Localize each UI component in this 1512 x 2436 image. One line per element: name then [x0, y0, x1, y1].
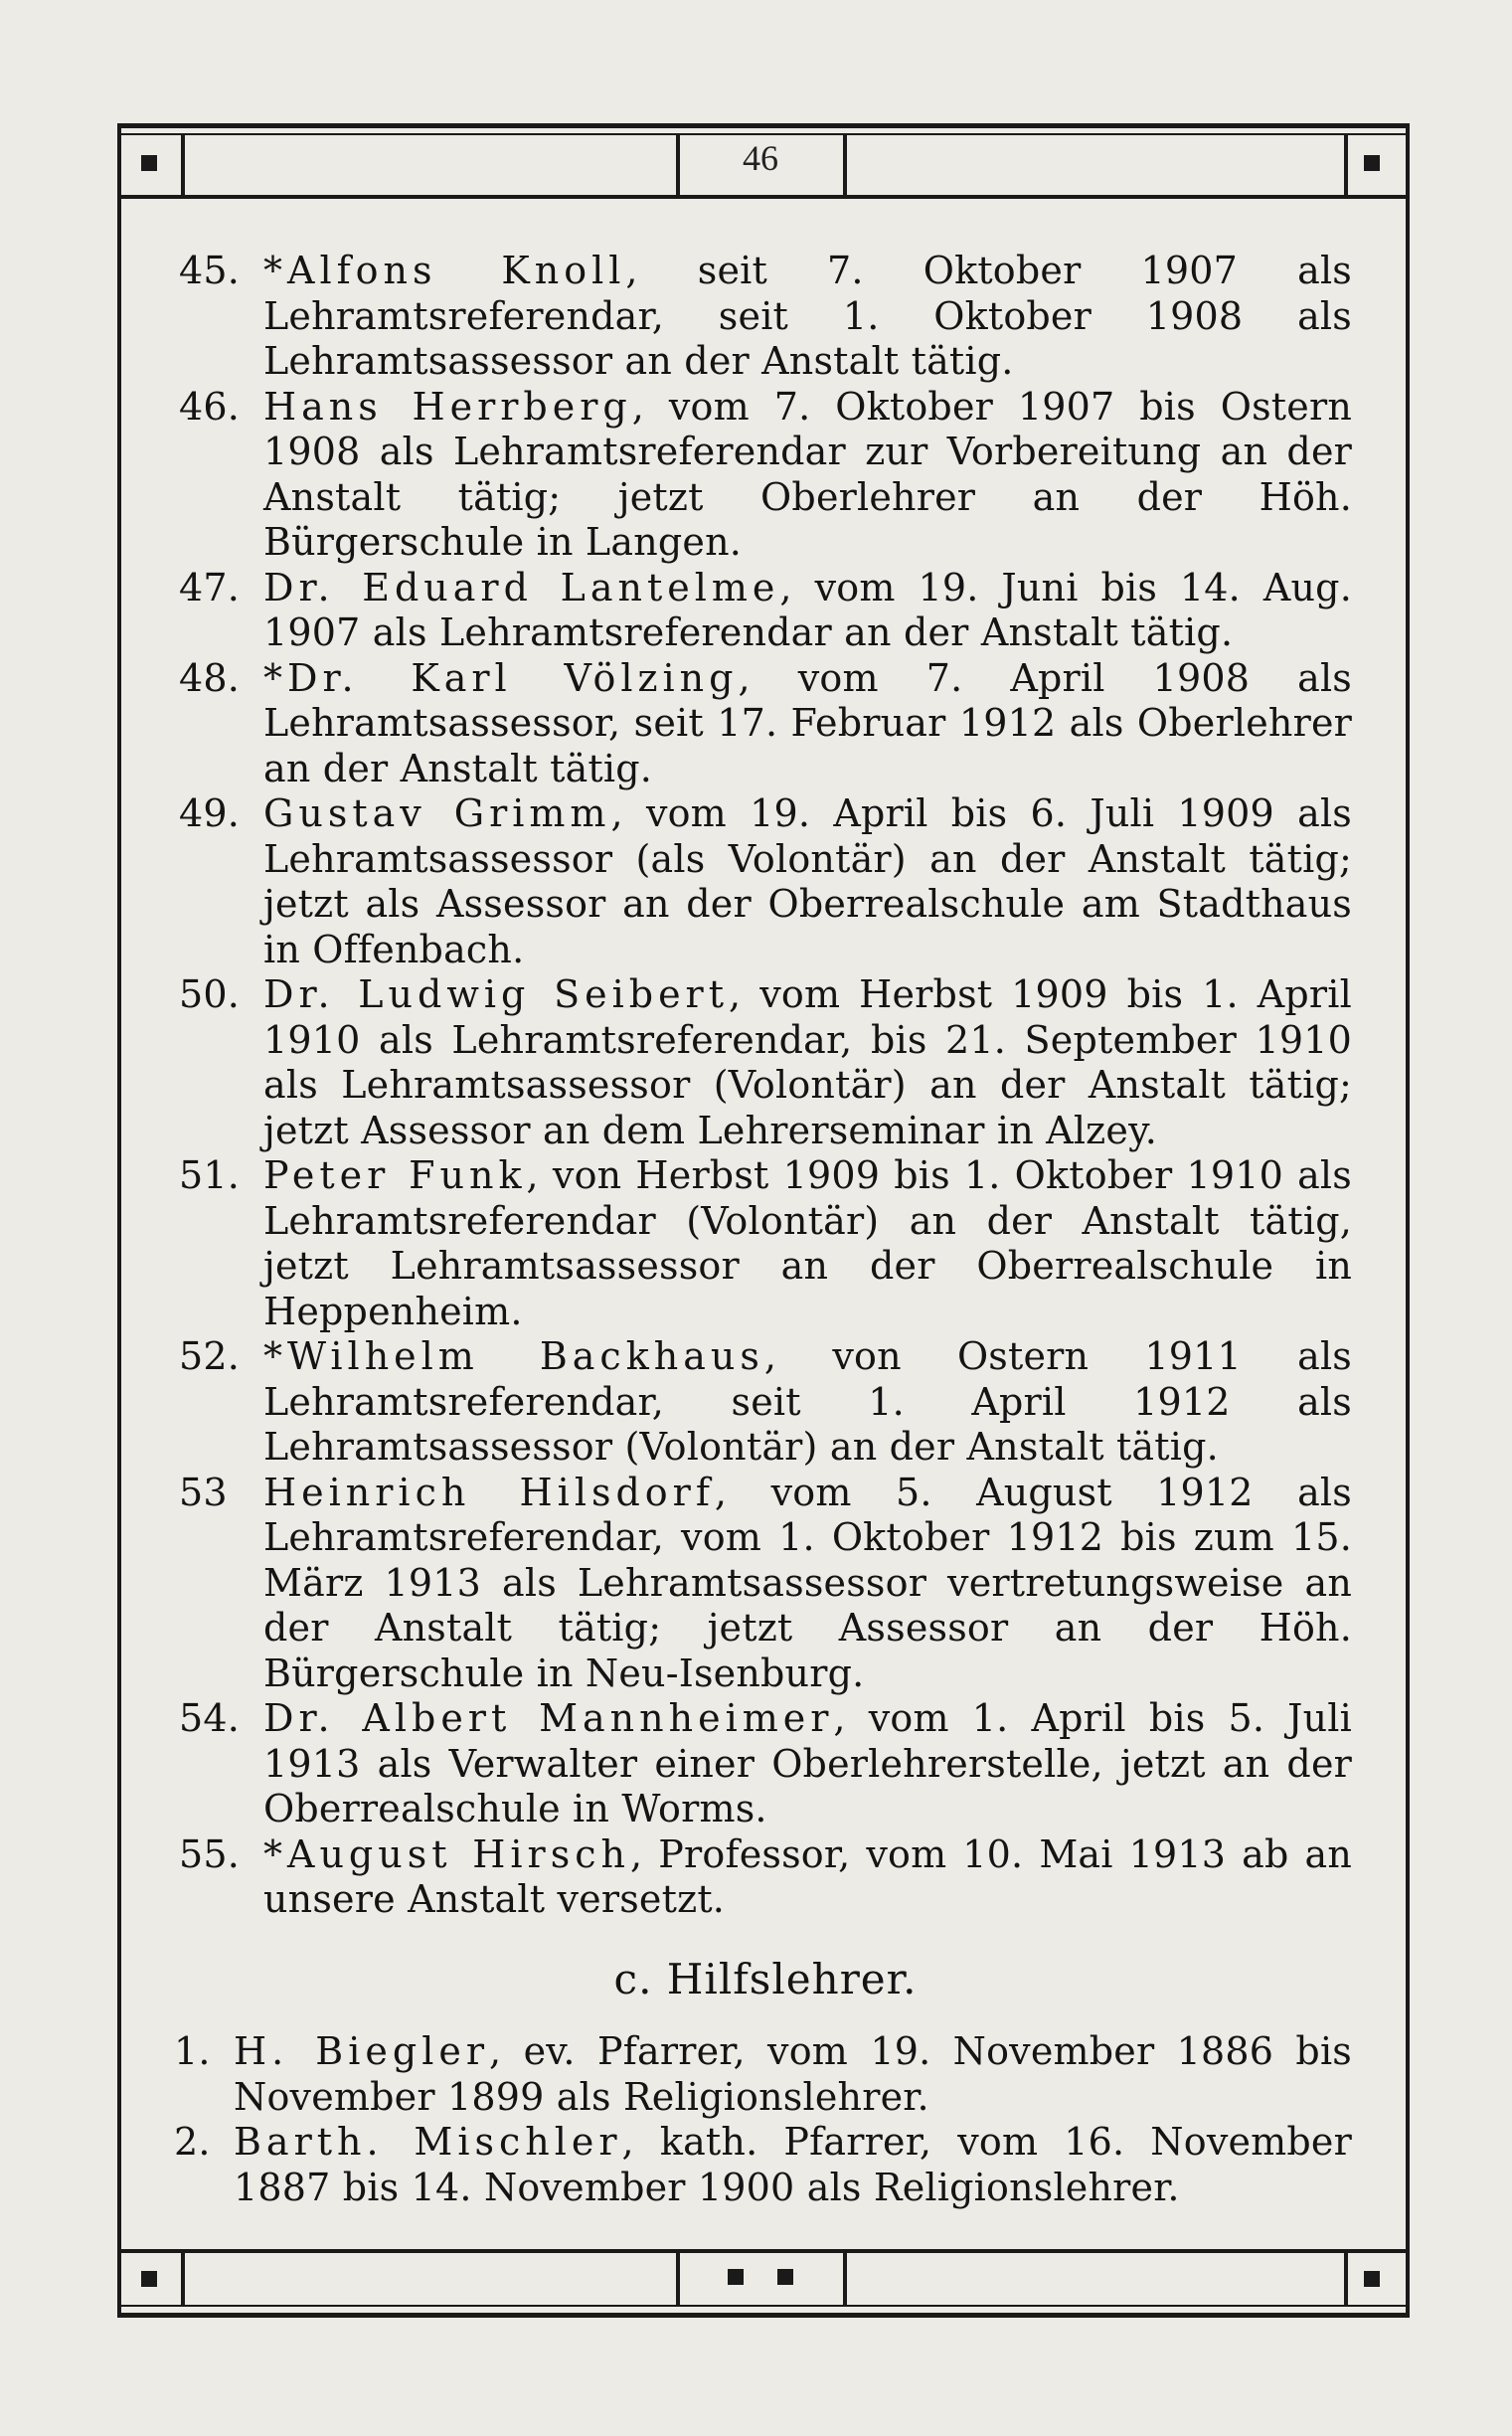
entry-name: Peter Funk [263, 1153, 527, 1197]
staff-entry-48 [179, 656, 1352, 792]
page-number: 46 [743, 138, 778, 178]
staff-entry-45 [179, 249, 1352, 385]
footer-rule [117, 2249, 1410, 2253]
entry-number: 2. [174, 2120, 211, 2164]
helper-entry-1 [174, 2029, 1352, 2120]
staff-entry-54 [179, 1696, 1352, 1832]
footer-divider-right [1344, 2253, 1348, 2305]
entry-number: 45. [179, 249, 241, 292]
top-rule-inner [117, 133, 1410, 135]
entry-number: 48. [179, 655, 241, 700]
entry-text: , vom 7. Oktober 1907 bis Ostern 1908 als Lehramtsreferendar zur Vorbereitung an der Anstalt tätig; jetzt Oberlehrer an der Höh. Bürgerschule in Langen. [263, 384, 1352, 564]
bottom-rule-outer [117, 2313, 1410, 2318]
footer-square-center-2-icon [777, 2269, 793, 2285]
entry-number: 52. [179, 1334, 241, 1378]
entry-name: *August Hirsch [263, 1831, 630, 1876]
entry-name: Gustav Grimm [263, 791, 611, 835]
staff-entry-51 [179, 1153, 1352, 1334]
footer-square-center-1-icon [728, 2269, 744, 2285]
entry-text: , von Ostern 1911 als Lehramtsreferendar, seit 1. April 1912 als Lehramtsassessor (Volontär) an der Anstalt tätig. [263, 1334, 1353, 1469]
staff-entry-49 [179, 791, 1352, 972]
top-rule-outer [117, 123, 1410, 128]
helper-entry-2 [174, 2120, 1352, 2210]
staff-entry-46 [179, 385, 1352, 566]
entry-text: , vom 1. April bis 5. Juli 1913 als Verwalter einer Oberlehrerstelle, jetzt an der Oberrealschule in Worms. [263, 1696, 1352, 1830]
entry-number: 53 [179, 1470, 228, 1514]
entry-name: Heinrich Hilsdorf [263, 1470, 715, 1514]
staff-entry-50 [179, 972, 1352, 1153]
staff-entry-47 [179, 566, 1352, 656]
footer-square-right-icon [1364, 2271, 1380, 2287]
entry-text: , vom 19. Juni bis 14. Aug. 1907 als Lehramtsreferendar an der Anstalt tätig. [263, 565, 1352, 654]
entry-number: 1. [174, 2029, 211, 2073]
footer-divider-left [181, 2253, 185, 2305]
header-rule [117, 195, 1410, 199]
entry-number: 50. [179, 972, 241, 1016]
entry-text: , seit 7. Oktober 1907 als Lehramtsreferendar, seit 1. Oktober 1908 als Lehramtsassessor an der Anstalt tätig. [263, 249, 1352, 383]
footer-divider-center-right [843, 2253, 847, 2305]
entry-text: , vom 5. August 1912 als Lehramtsreferendar, vom 1. Oktober 1912 bis zum 15. März 1913 als Lehramtsassessor vertretungsweise an der Anstalt tätig; jetzt Assessor an der Höh. Bürgerschule in Neu-Isenburg. [263, 1470, 1352, 1695]
entry-name: Dr. Eduard Lantelme [263, 565, 780, 609]
entry-number: 47. [179, 565, 241, 609]
entry-text: , vom 7. April 1908 als Lehramtsassessor, seit 17. Februar 1912 als Oberlehrer an der Anstalt tätig. [263, 655, 1353, 790]
entry-text: , von Herbst 1909 bis 1. Oktober 1910 als Lehramtsreferendar (Volontär) an der Anstalt tätig, jetzt Lehramtsassessor an der Oberrealschule in Heppenheim. [263, 1153, 1352, 1333]
entry-name: Dr. Ludwig Seibert [263, 972, 729, 1016]
entry-text: , vom 19. April bis 6. Juli 1909 als Lehramtsassessor (als Volontär) an der Anstalt tätig; jetzt als Assessor an der Oberrealschule am Stadthaus in Offenbach. [263, 791, 1353, 971]
entry-name: H. Biegler [234, 2029, 490, 2073]
footer-divider-center-left [676, 2253, 680, 2305]
entry-text: , vom Herbst 1909 bis 1. April 1910 als Lehramtsreferendar, bis 21. September 1910 als Lehramtsassessor (Volontär) an der Anstalt tätig; jetzt Assessor an dem Lehrerseminar in Alzey. [263, 972, 1352, 1152]
entry-number: 55. [179, 1831, 241, 1876]
staff-entry-52 [179, 1334, 1352, 1471]
page-content [174, 249, 1353, 2210]
helpers-list [174, 2029, 1352, 2210]
staff-entry-53 [179, 1471, 1352, 1697]
entry-name: Dr. Albert Mannheimer [263, 1696, 834, 1740]
entry-name: *Dr. Karl Völzing [263, 655, 739, 700]
header-divider-left [181, 135, 185, 195]
entry-number: 49. [179, 791, 241, 835]
staff-entry-55 [179, 1832, 1352, 1923]
entry-number: 54. [179, 1696, 241, 1740]
entry-text: , Professor, vom 10. Mai 1913 ab an unsere Anstalt versetzt. [263, 1831, 1352, 1921]
entry-name: Barth. Mischler [234, 2120, 622, 2164]
header-square-right-icon [1364, 155, 1380, 171]
header-square-left-icon [141, 155, 157, 171]
footer-square-left-icon [141, 2271, 157, 2287]
entry-text: , ev. Pfarrer, vom 19. November 1886 bis November 1899 als Religionslehrer. [234, 2029, 1352, 2119]
entry-name: Hans Herrberg [263, 384, 632, 429]
header-divider-right [1344, 135, 1348, 195]
entry-number: 51. [179, 1153, 241, 1197]
entry-name: *Wilhelm Backhaus [263, 1334, 764, 1378]
entry-number: 46. [179, 384, 241, 429]
section-heading: c. Hilfslehrer. [613, 1954, 918, 2003]
bottom-rule-inner [117, 2305, 1410, 2307]
entry-text: , kath. Pfarrer, vom 16. November 1887 bis 14. November 1900 als Religionslehrer. [234, 2120, 1352, 2209]
entry-name: *Alfons Knoll [263, 249, 626, 292]
